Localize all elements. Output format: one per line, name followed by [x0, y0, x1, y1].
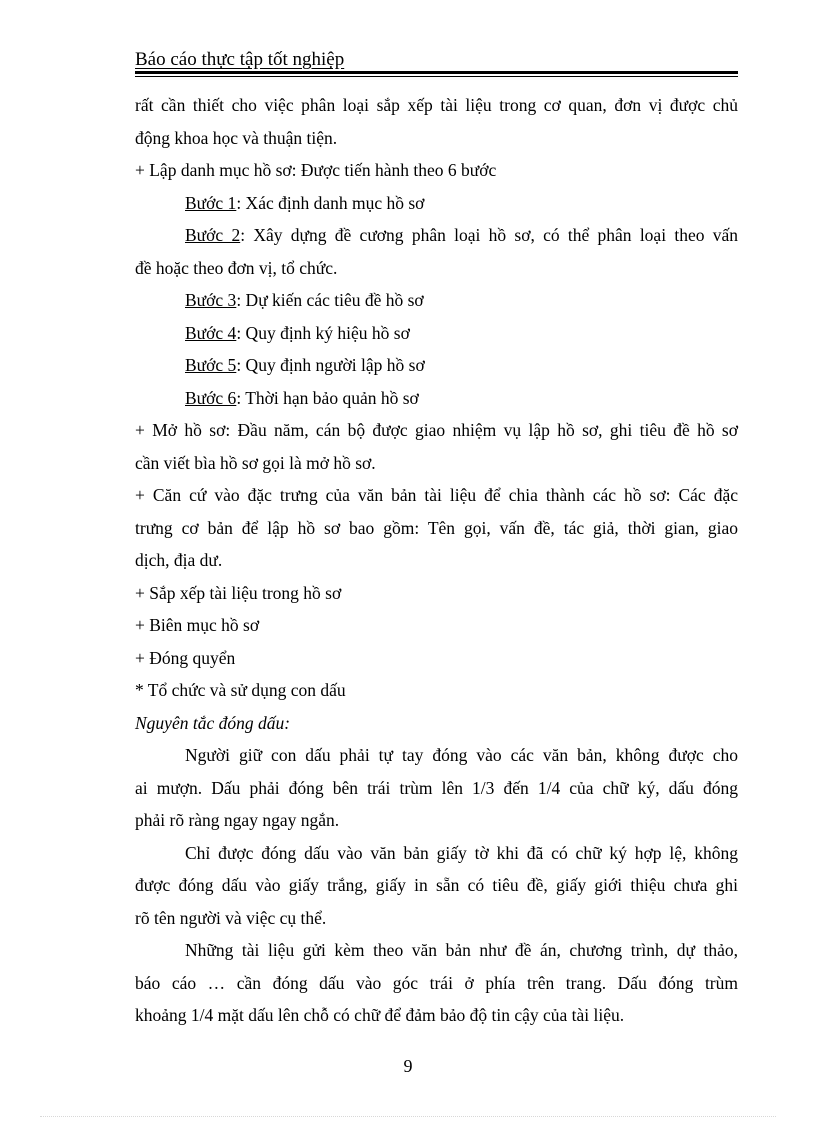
text-line: Chỉ được đóng dấu vào văn bản giấy tờ khi đã có chữ ký hợp lệ, không [185, 842, 738, 863]
text-line: được đóng dấu vào giấy trắng, giấy in sẵn có tiêu đề, giấy giới thiệu chưa ghi [135, 875, 738, 895]
subsection-heading: Nguyên tắc đóng dấu: [135, 712, 291, 733]
text-line: phải rõ ràng ngay ngay ngắn. [135, 810, 340, 830]
text-line: đề hoặc theo đơn vị, tổ chức. [135, 257, 338, 278]
footer-divider [40, 1116, 776, 1117]
text-line: trưng cơ bản để lập hồ sơ bao gồm: Tên gọi, vấn đề, tác giả, thời gian, giao [135, 517, 738, 538]
step-label: Bước 2 [185, 225, 241, 245]
step-3 [135, 284, 738, 317]
step-label: Bước 6 [185, 387, 237, 408]
step-text: : Quy định ký hiệu hồ sơ [236, 322, 410, 343]
list-item: + Lập danh mục hồ sơ: Được tiến hành theo 6 bước [135, 160, 497, 180]
text-line: Người giữ con dấu phải tự tay đóng vào các văn bản, không được cho [185, 745, 738, 765]
step-label: Bước 4 [185, 322, 237, 343]
text-line: báo cáo … cần đóng dấu vào góc trái ở phía trên trang. Dấu đóng trùm [135, 972, 738, 993]
step-text: : Xác định danh mục hồ sơ [236, 192, 425, 213]
step-label: Bước 3 [185, 290, 237, 310]
step-1 [135, 187, 738, 220]
step-text: : Quy định người lập hồ sơ [236, 355, 425, 375]
step-2 [135, 219, 738, 252]
list-item: + Đóng quyển [135, 647, 236, 668]
step-5 [135, 349, 738, 382]
step-text: : Xây dựng đề cương phân loại hồ sơ, có thể phân loại theo vấn [240, 225, 738, 245]
step-6 [135, 382, 738, 415]
text-line: rõ tên người và việc cụ thể. [135, 907, 327, 928]
step-4 [135, 317, 738, 350]
list-item: + Sắp xếp tài liệu trong hồ sơ [135, 582, 342, 603]
document-body [135, 89, 738, 1032]
step-text: : Dự kiến các tiêu đề hồ sơ [236, 290, 424, 310]
section-heading: * Tổ chức và sử dụng con dấu [135, 680, 346, 700]
step-label: Bước 5 [185, 355, 237, 375]
header-rule-thick [135, 71, 738, 74]
text-line: dịch, địa dư. [135, 550, 223, 570]
list-item: + Biên mục hồ sơ [135, 615, 260, 635]
text-line: cần viết bìa hồ sơ gọi là mở hồ sơ. [135, 452, 376, 473]
text-line: khoảng 1/4 mặt dấu lên chỗ có chữ để đảm bảo độ tin cậy của tài liệu. [135, 1005, 625, 1025]
report-title: Báo cáo thực tập tốt nghiệp [135, 49, 345, 70]
text-line: ai mượn. Dấu phải đóng bên trái trùm lên 1/3 đến 1/4 của chữ ký, dấu đóng [135, 777, 738, 798]
text-line: + Mở hồ sơ: Đầu năm, cán bộ được giao nhiệm vụ lập hồ sơ, ghi tiêu đề hồ sơ [135, 420, 738, 440]
step-text: : Thời hạn bảo quản hồ sơ [236, 387, 419, 408]
step-label: Bước 1 [185, 192, 237, 213]
text-line: động khoa học và thuận tiện. [135, 127, 338, 148]
text-line: rất cần thiết cho việc phân loại sắp xếp tài liệu trong cơ quan, đơn vị được chủ [135, 95, 738, 115]
text-line: + Căn cứ vào đặc trưng của văn bản tài liệu để chia thành các hồ sơ: Các đặc [135, 485, 738, 505]
page-header [135, 49, 738, 71]
header-rule-thin [135, 76, 738, 77]
text-line: Những tài liệu gửi kèm theo văn bản như đề án, chương trình, dự thảo, [185, 940, 738, 960]
page-number: 9 [403, 1056, 413, 1076]
